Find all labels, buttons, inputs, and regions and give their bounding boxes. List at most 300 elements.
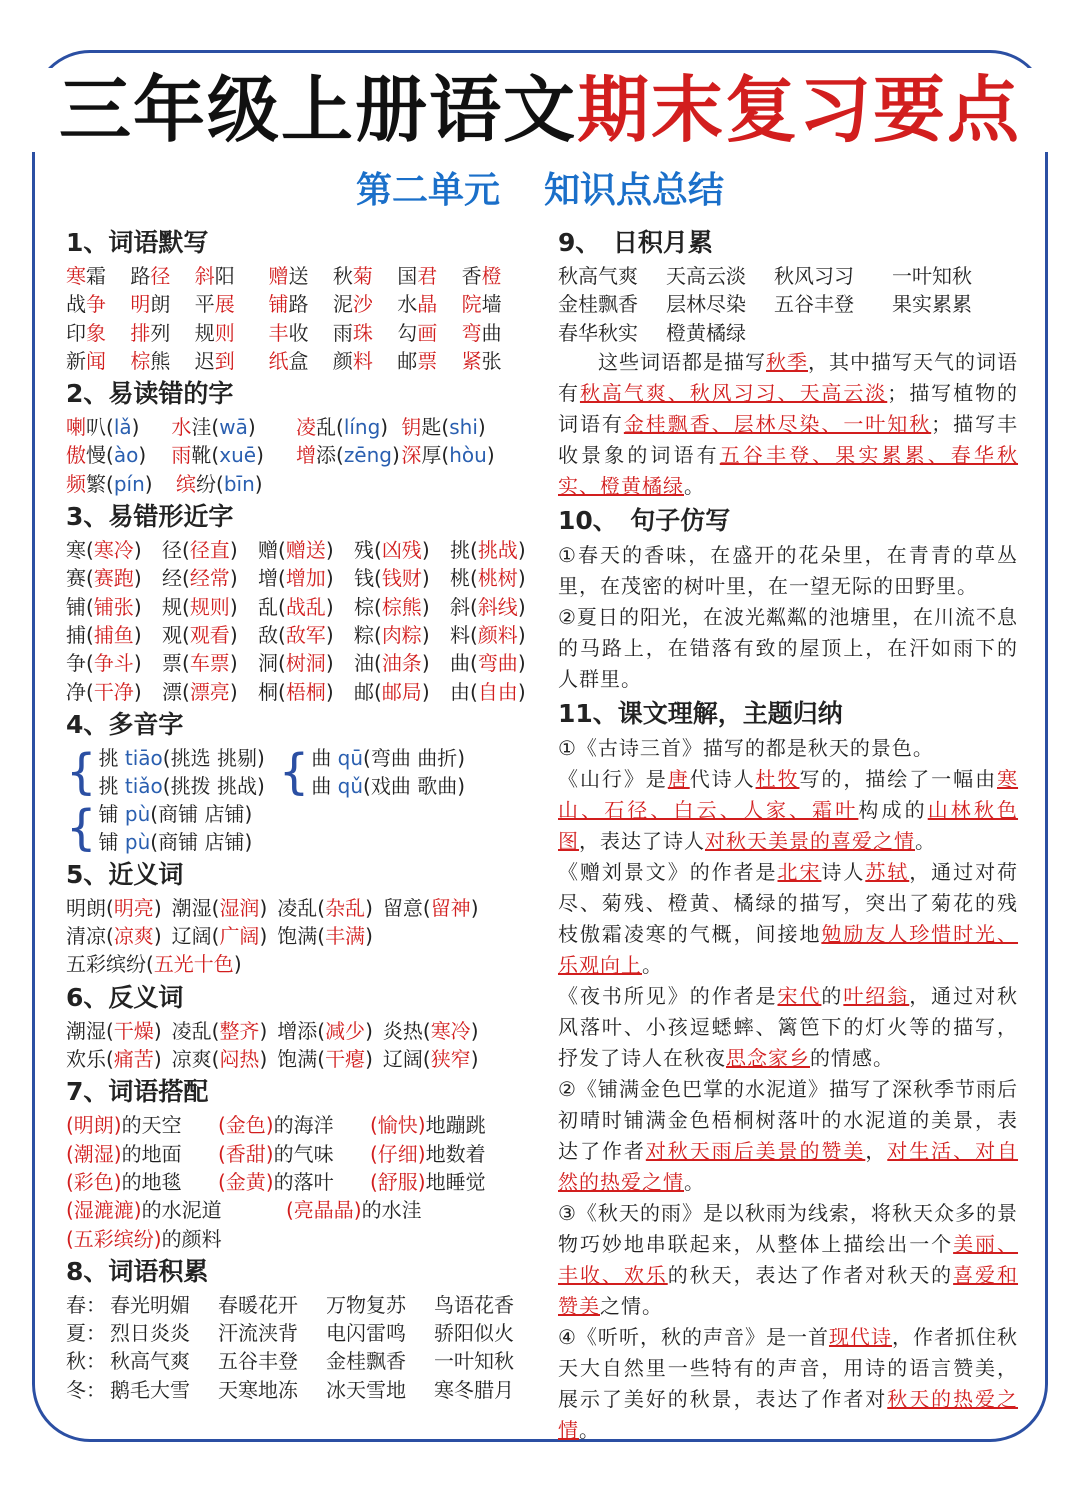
pinyin: shi — [449, 415, 478, 440]
season-row — [66, 1347, 526, 1375]
word — [462, 319, 526, 347]
paren: ( — [182, 538, 190, 563]
collocation-item — [218, 1140, 370, 1168]
pair-item — [172, 922, 268, 950]
idiom: 五谷丰登 — [218, 1349, 298, 1374]
word: 邮局 — [381, 679, 422, 704]
paren: ( — [317, 895, 326, 920]
paren: ) — [421, 651, 430, 676]
paren: ( — [86, 594, 94, 619]
key-answer: 秋季 — [766, 349, 808, 374]
word: 增加 — [285, 566, 326, 591]
word-char: 列 — [150, 320, 171, 345]
paren: ) — [153, 1018, 162, 1043]
idiom: 橙黄橘绿 — [666, 320, 746, 345]
paren: ) — [229, 679, 238, 704]
word-char: 斜 — [194, 264, 215, 288]
text: 诗人 — [821, 859, 866, 884]
paren: ) — [259, 924, 268, 949]
idiom: 金桂飘香 — [558, 292, 638, 317]
paren: ( — [106, 1047, 114, 1072]
section-heading-1: 1、词语默写 — [66, 228, 209, 257]
answer: (潮湿) — [66, 1141, 122, 1166]
word — [269, 319, 333, 347]
word: 五彩缤纷 — [66, 952, 146, 977]
word: 经常 — [189, 566, 230, 591]
word: 弯曲 — [477, 651, 518, 676]
char: 铺 — [98, 829, 125, 854]
text: 《夜书所见》的作者是 — [558, 983, 778, 1008]
char: 规 — [162, 594, 182, 619]
answer: 广阔 — [219, 924, 260, 949]
similar-char-item — [354, 621, 450, 649]
paren: ( — [278, 566, 286, 591]
paren: ) — [325, 622, 334, 647]
section-9-words — [558, 262, 1018, 347]
word — [462, 290, 526, 318]
key-answer: 叶绍翁 — [843, 983, 910, 1008]
paren: ( — [182, 594, 190, 619]
word — [130, 262, 194, 290]
pinyin: zēng — [343, 443, 392, 468]
word — [397, 319, 461, 347]
idiom: 一叶知秋 — [892, 264, 972, 288]
paren: ( — [106, 471, 114, 496]
word-char: 院 — [461, 292, 482, 317]
word-char: 到 — [214, 348, 235, 373]
word-char: 争 — [86, 292, 106, 317]
word-char: 路 — [288, 292, 309, 317]
phrase: 的水洼 — [361, 1198, 422, 1223]
word-char: 丰 — [268, 320, 289, 345]
word — [66, 347, 130, 375]
paren: ( — [182, 651, 190, 676]
similar-char-item — [354, 678, 450, 706]
phrase: 的落叶 — [273, 1169, 334, 1194]
text: ③《秋天的雨》是以秋雨为线索，将秋天众多的景物巧妙地串联起来，从整体上描绘出一个 — [558, 1200, 1018, 1256]
word: 敌军 — [285, 622, 326, 647]
answer: (明朗) — [66, 1113, 122, 1138]
paren: ( — [182, 679, 190, 704]
char: 铺 — [98, 801, 125, 826]
word-char: 国 — [397, 264, 418, 288]
paren: ) — [256, 443, 264, 468]
collocation-item — [218, 1111, 370, 1139]
word: 斜线 — [477, 594, 518, 619]
words: (商铺 店铺) — [150, 801, 253, 826]
char: 铺 — [66, 594, 86, 619]
idiom: 层林尽染 — [666, 292, 746, 317]
word — [66, 262, 130, 290]
key-answer: 唐 — [667, 766, 690, 791]
word-char: 料 — [352, 348, 373, 373]
paren: ) — [229, 594, 238, 619]
text: 构成的 — [858, 797, 928, 822]
paren: ( — [422, 1047, 431, 1072]
char: 观 — [162, 622, 182, 647]
word-char: 阳 — [214, 264, 235, 288]
left-column — [66, 224, 526, 1404]
idiom: 烈日炎炎 — [110, 1321, 190, 1346]
word: 挑战 — [477, 538, 518, 563]
reading-char: 傲 — [66, 443, 86, 468]
char: 油 — [354, 651, 374, 676]
paren: ( — [106, 924, 114, 949]
paren: ( — [86, 622, 94, 647]
reading-item — [296, 413, 401, 441]
similar-char-item — [66, 593, 162, 621]
word-char: 珠 — [352, 320, 373, 345]
word-char: 明 — [130, 292, 151, 317]
reading-item — [66, 413, 171, 441]
similar-char-item — [66, 649, 162, 677]
char: 由 — [450, 679, 470, 704]
reading-char: 增 — [296, 443, 316, 468]
paren: ) — [421, 679, 430, 704]
text: ；描写丰收景象的词语有 — [558, 411, 1019, 467]
char: 票 — [162, 651, 182, 676]
paren: ) — [325, 566, 334, 591]
word-char: 画 — [417, 320, 438, 345]
text: ，其中描写天气的词语有 — [558, 349, 1018, 405]
answer: (五彩缤纷) — [66, 1226, 162, 1251]
section-4-body — [66, 744, 526, 856]
pair-item — [277, 1045, 373, 1073]
word-char: 规 — [194, 320, 215, 345]
paren: ( — [278, 622, 286, 647]
key-answer: 苏轼 — [865, 859, 910, 884]
title-black-part: 三年级上册语文 — [58, 68, 577, 152]
phrase: 的气味 — [273, 1141, 334, 1166]
reading-char: 洼 — [191, 415, 212, 440]
similar-char-item — [162, 564, 258, 592]
pinyin: pù — [124, 801, 151, 826]
paren: ( — [278, 679, 286, 704]
word: 战乱 — [285, 594, 326, 619]
word: 欢乐 — [66, 1047, 106, 1072]
word-char: 排 — [130, 320, 151, 345]
similar-char-item — [354, 649, 450, 677]
paren: ( — [422, 1018, 431, 1043]
pair-item — [172, 1045, 268, 1073]
word-char: 平 — [194, 292, 215, 317]
pinyin: xuē — [219, 443, 257, 468]
answer: 丰满 — [325, 924, 366, 949]
answer: 干燥 — [113, 1018, 154, 1043]
answer: (金色) — [218, 1113, 274, 1138]
paren: ) — [470, 1018, 479, 1043]
section-8-body — [66, 1291, 526, 1404]
word — [195, 347, 269, 375]
word: 干净 — [93, 679, 134, 704]
char: 漂 — [162, 679, 182, 704]
char: 棕 — [354, 594, 374, 619]
reading-char: 钥 — [401, 415, 422, 440]
paren: ) — [517, 651, 526, 676]
text: 的秋天，表达了作者对秋天的 — [667, 1262, 954, 1287]
answer: 杂乱 — [325, 895, 366, 920]
paren: ) — [133, 651, 142, 676]
pinyin: líng — [343, 415, 381, 440]
char: 争 — [66, 651, 86, 676]
idiom: 电闪雷鸣 — [326, 1321, 406, 1346]
collocation-row — [66, 1196, 526, 1224]
word-char: 寒 — [66, 264, 86, 288]
paren: ( — [374, 594, 382, 619]
word: 潮湿 — [171, 895, 212, 920]
section-heading-4: 4、多音字 — [66, 709, 184, 739]
similar-char-item — [258, 621, 354, 649]
paren: ( — [374, 538, 382, 563]
section-heading-9: 9、 日积月累 — [558, 228, 713, 257]
pair-item — [172, 1017, 268, 1045]
answer: (仔细) — [370, 1141, 426, 1166]
word: 辽阔 — [382, 1047, 423, 1072]
key-answer: 五谷丰登、果实累累、春华秋实、橙黄橘绿 — [558, 442, 1019, 498]
word-char: 印 — [66, 320, 86, 345]
char: 赛 — [66, 566, 86, 591]
pinyin: ào — [113, 443, 139, 468]
answer: (香甜) — [218, 1141, 274, 1166]
word-char: 纸 — [268, 348, 289, 373]
word — [462, 347, 526, 375]
idiom-row — [558, 262, 1018, 290]
phrase: 的水泥道 — [141, 1198, 222, 1223]
pinyin: tiāo — [124, 745, 163, 770]
word: 清凉 — [66, 924, 106, 949]
paren: ) — [421, 594, 430, 619]
idiom: 鸟语花香 — [434, 1292, 514, 1317]
paren: ) — [133, 622, 142, 647]
char: 洞 — [258, 651, 278, 676]
section-1-body — [66, 262, 526, 375]
word-char: 送 — [288, 264, 309, 288]
section-11-body — [558, 733, 1018, 1446]
reading-char: 添 — [316, 443, 336, 468]
paren: ( — [106, 1018, 114, 1043]
collocation-row — [66, 1168, 526, 1196]
idiom: 万物复苏 — [326, 1292, 406, 1317]
brace-icon: { — [66, 743, 97, 800]
key-answer: 思念家乡 — [726, 1045, 810, 1070]
word: 径直 — [189, 538, 230, 563]
paren: ) — [229, 566, 238, 591]
word: 规则 — [189, 594, 230, 619]
text: ，表达了诗人 — [579, 828, 705, 853]
reading-char: 乱 — [316, 415, 336, 440]
text: 。 — [642, 952, 663, 977]
paren: ( — [470, 538, 478, 563]
word: 赠送 — [285, 538, 326, 563]
pinyin: qū — [337, 745, 364, 770]
word-char: 墙 — [481, 292, 502, 317]
paren: ( — [336, 415, 344, 440]
pair-item — [66, 894, 162, 922]
char: 挑 — [450, 538, 470, 563]
word-char: 弯 — [461, 320, 482, 345]
pair-item — [66, 1017, 162, 1045]
key-answer: 对生活、对自然的热爱之情 — [558, 1138, 1019, 1194]
reading-char: 叭 — [86, 415, 106, 440]
word-char: 沙 — [352, 292, 373, 317]
collocation-row — [66, 1225, 526, 1253]
text: 《山行》是 — [558, 766, 668, 791]
text: 。 — [915, 828, 936, 853]
text: ，通过对秋风落叶、小孩逗蟋蟀、篱笆下的灯火等的描写，抒发了诗人在秋夜 — [558, 983, 1019, 1070]
title-red-part: 期末复习要点 — [577, 68, 1022, 152]
phrase: 的海洋 — [273, 1113, 334, 1138]
collocation-item — [66, 1168, 218, 1196]
key-answer: 金桂飘香、层林尽染、一叶知秋 — [623, 411, 932, 436]
word-char: 香 — [461, 264, 482, 288]
key-answer: 秋高气爽、秋风习习、天高云淡 — [579, 380, 888, 405]
paren: ( — [278, 538, 286, 563]
similar-char-item — [450, 593, 526, 621]
section-2-body — [66, 413, 526, 498]
polyphone-row — [66, 800, 526, 856]
word: 饱满 — [277, 1047, 318, 1072]
pinyin: bīn — [223, 471, 255, 496]
word-row — [66, 319, 526, 347]
text: ②《铺满金色巴掌的水泥道》描写了深秋季节雨后初晴时铺满金色梧桐树落叶的水泥道的美景，表达了作者 — [558, 1076, 1018, 1163]
paren: ) — [365, 895, 373, 920]
word-char: 径 — [150, 264, 171, 288]
similar-char-item — [258, 536, 354, 564]
word: 凌乱 — [171, 1018, 212, 1043]
paren: ( — [336, 443, 344, 468]
idiom: 寒冬腊月 — [434, 1377, 514, 1402]
idiom: 鹅毛大雪 — [110, 1377, 190, 1402]
word-char: 朗 — [150, 292, 171, 317]
reading-char: 慢 — [86, 443, 106, 468]
collocation-item — [66, 1225, 222, 1253]
key-answer: 现代诗 — [828, 1324, 892, 1349]
paren: ) — [517, 566, 526, 591]
section-heading-2: 2、易读错的字 — [66, 379, 234, 409]
brace-icon: { — [66, 799, 97, 856]
season-label: 春： — [66, 1292, 106, 1317]
char: 经 — [162, 566, 182, 591]
key-answer: 喜爱和赞美 — [558, 1262, 1019, 1318]
paren: ( — [374, 651, 382, 676]
section-9-paragraph — [558, 347, 1018, 502]
paren: ) — [153, 895, 162, 920]
words: (商铺 店铺) — [150, 829, 253, 854]
collocation-item — [370, 1168, 486, 1196]
paren: ( — [86, 538, 94, 563]
word: 颜料 — [477, 622, 518, 647]
similar-char-item — [258, 678, 354, 706]
paren: ( — [106, 443, 114, 468]
summary-paragraph — [558, 1198, 1018, 1322]
word-char: 棕 — [130, 348, 151, 373]
word: 桃树 — [477, 566, 518, 591]
word-char: 票 — [417, 348, 438, 373]
text: ；描写植物的词语有 — [558, 380, 1019, 436]
paren: ( — [441, 415, 450, 440]
paren: ) — [259, 1018, 268, 1043]
word — [195, 290, 269, 318]
paren: ( — [317, 1047, 326, 1072]
paren: ( — [374, 622, 382, 647]
words: (弯曲 曲折) — [363, 745, 466, 770]
answer: 痛苦 — [113, 1047, 154, 1072]
key-answer: 杜牧 — [755, 766, 800, 791]
polyphone-lines — [311, 744, 465, 800]
paren: ) — [470, 1047, 479, 1072]
word: 留意 — [382, 895, 423, 920]
idiom: 冰天雪地 — [326, 1377, 406, 1402]
paren: ) — [229, 622, 238, 647]
paren: ) — [517, 594, 526, 619]
word — [333, 262, 397, 290]
season-label: 冬： — [66, 1377, 106, 1402]
answer: 干瘪 — [325, 1047, 366, 1072]
paren: ) — [254, 471, 263, 496]
char: 料 — [450, 622, 470, 647]
similar-char-item — [66, 678, 162, 706]
pair-item — [277, 894, 373, 922]
word: 油条 — [381, 651, 422, 676]
words: (挑拨 挑战) — [162, 773, 265, 798]
idiom: 天高云淡 — [666, 264, 746, 288]
pair-item — [277, 922, 373, 950]
paren: ) — [421, 538, 430, 563]
paren: ( — [422, 895, 431, 920]
similar-char-item — [354, 536, 450, 564]
polyphone-group — [66, 744, 265, 800]
section-heading-5: 5、近义词 — [66, 859, 184, 889]
word — [269, 262, 333, 290]
reading-row — [66, 470, 526, 498]
paren: ) — [133, 594, 142, 619]
paren: ) — [380, 415, 389, 440]
word — [195, 319, 269, 347]
idiom: 春光明媚 — [110, 1292, 190, 1317]
pair-row — [66, 894, 526, 922]
similar-char-item — [162, 678, 258, 706]
paren: ( — [86, 651, 94, 676]
season-label: 秋： — [66, 1349, 106, 1374]
collocation-item — [286, 1196, 438, 1224]
key-answer: 山林秋色图 — [558, 797, 1019, 853]
pair-row — [66, 950, 526, 978]
similar-char-item — [162, 621, 258, 649]
idiom: 秋风习习 — [774, 264, 854, 288]
similar-char-row — [66, 621, 526, 649]
word-char: 橙 — [481, 264, 502, 288]
idiom: 天寒地冻 — [218, 1377, 298, 1402]
word-char: 紧 — [461, 348, 482, 373]
char: 敌 — [258, 622, 278, 647]
paren: ( — [211, 1018, 220, 1043]
text: 的情感。 — [810, 1045, 894, 1070]
text: 代诗人 — [689, 766, 756, 791]
word-row — [66, 290, 526, 318]
word-char: 晶 — [417, 292, 438, 317]
word: 凉爽 — [171, 1047, 212, 1072]
answer: 狭窄 — [430, 1047, 471, 1072]
similar-char-row — [66, 564, 526, 592]
word-char: 迟 — [194, 348, 215, 373]
paren: ) — [247, 415, 256, 440]
word-char: 新 — [66, 348, 86, 373]
reading-item — [296, 441, 401, 469]
idiom: 果实累累 — [892, 292, 972, 317]
paren: ( — [106, 895, 114, 920]
answer: 留神 — [430, 895, 471, 920]
word-char: 盒 — [288, 348, 309, 373]
